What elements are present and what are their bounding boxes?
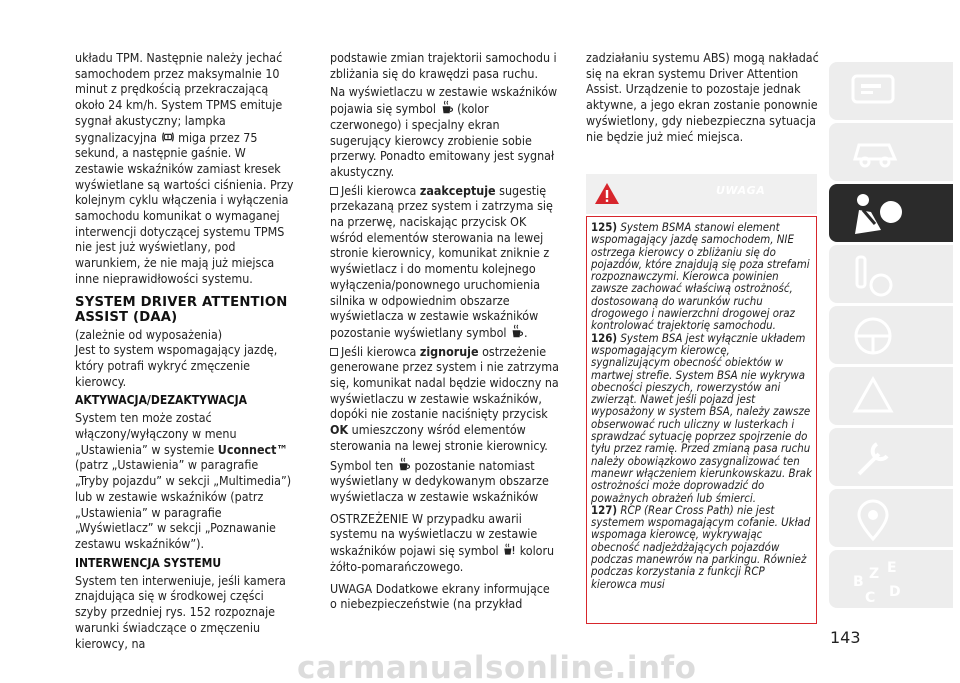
coffee-cup-warning-icon (502, 542, 516, 558)
tab-vehicle[interactable] (829, 123, 953, 181)
tab-starting[interactable] (829, 245, 953, 303)
paragraph: zadziałaniu systemu ABS) mogą nakładać się na ekran systemu Driver Attention Assist. Urządzenie to pozostaje jednak aktywne, a jego ekran zostanie ponownie wyświetlony, gdy niebezpieczna sytuacja nie będzie już mieć miejsca. (586, 50, 819, 144)
warning-header (586, 174, 817, 214)
location-pin-icon (849, 495, 899, 545)
warning-item: 127) RCP (Rear Cross Path) nie jest systemem wspomagającym cofanie. Układ wspomaga kierowcę, wykrywając obecność nadjeżdżających pojazdów podczas manewrów na parkingu. Również podczas korzystania z funkcji RCP kierowca musi (591, 502, 811, 591)
car-key-icon (849, 129, 909, 174)
tab-emergency[interactable] (829, 367, 953, 425)
text-column-3 (586, 50, 824, 147)
paragraph: podstawie zmian trajektorii samochodu i zbliżania się do krawędzi pasa ruchu. (330, 50, 557, 81)
bullet-square-icon (330, 348, 338, 356)
paragraph: System ten może zostać włączony/wyłączony w menu „Ustawienia” w systemie Uconnect™ (patrz „Ustawienia” w paragrafie „Tryby pojazdu” w sekcji „Multimedia”) lub w zestawie wskaźników (patrz „Ustawienia” w paragrafie „Wyświetlacz” w sekcji „Poznawanie zestawu wskaźników”). (75, 410, 292, 551)
paragraph: System ten interweniuje, jeśli kamera znajdująca się w środkowej części szyby przedniej rys. 152 rozpoznaje warunki świadczące o zmęczeniu kierowcy, na (75, 572, 286, 651)
text-column-1 (75, 50, 295, 654)
paragraph: (zależnie od wyposażenia) (75, 326, 223, 342)
svg-text:Z: Z (869, 566, 880, 582)
tab-multimedia[interactable] (829, 489, 953, 547)
warning-box (586, 174, 817, 624)
paragraph: Na wyświetlaczu w zestawie wskaźników pojawia się symbol (kolor czerwonego) i specjalny ekran sugerujący kierowcy zrobienie sobie przerwy. Ponadto emitowany jest sygnał akustyczny. (330, 84, 558, 179)
ignition-key-icon (849, 251, 899, 301)
warning-item: 125) System BSMA stanowi element wspomagający jazdę samochodem, NIE ostrzega kierowcy o zbliżaniu się do pojazdów, które znajdują się poza strefami rozpoznawczymi. Kierowca powinien zawsze zachować właściwą ostrożność, dostosowaną do warunków ruchu drogowego i nawierzchni drogowej oraz kontrolować trajektorię samochodu. (591, 220, 810, 333)
coffee-cup-icon (440, 100, 454, 116)
paragraph: Symbol ten pozostanie natomiast wyświetlany w dedykowanym obszarze wyświetlacza w zestawie wskaźników (330, 457, 549, 504)
paragraph: UWAGA Dodatkowe ekrany informujące o niebezpieczeństwie (na przykład (330, 580, 550, 612)
tab-safety[interactable] (829, 184, 953, 242)
tab-driving[interactable] (829, 306, 953, 364)
hazard-icon (849, 373, 899, 423)
watermark: carmanualsonline.info (297, 650, 697, 683)
svg-text:C: C (865, 590, 876, 606)
paragraph: OSTRZEŻENIE W przypadku awarii systemu na wyświetlaczu w zestawie wskaźników pojawi się symbol koloru żółto-pomarańczowego. (330, 510, 555, 574)
coffee-cup-icon (510, 324, 524, 340)
subsection-heading: INTERWENCJA SYSTEMU (75, 555, 222, 570)
paragraph: Jeśli kierowca zaakceptuje sugestię przekazaną przez system i zatrzyma się na przerwę, naciskając przycisk OK wśród elementów sterowania na lewej stronie kierownicy, komunikat zniknie z wyświetlacz i do momentu kolejnego wyłączenia/ponownego uruchomienia silnika w odpowiednim obszarze wyświetlacza w zestawie wskaźników pozostanie wyświetlany symbol . (330, 182, 553, 340)
tab-maintenance[interactable] (829, 428, 953, 486)
tpms-warning-icon (161, 129, 175, 145)
svg-text:B: B (853, 574, 864, 590)
warning-triangle-icon (594, 182, 620, 205)
tab-dashboard[interactable] (829, 62, 953, 120)
subsection-heading: AKTYWACJA/DEZAKTYWACJA (75, 393, 247, 408)
tab-index[interactable] (829, 550, 953, 608)
paragraph: Jeśli kierowca zignoruje ostrzeżenie generowane przez system i nie zatrzyma się, komunikat nadal będzie widoczny na wyświetlaczu w zestawie wskaźników, dopóki nie zostanie naciśnięty przycisk OK umieszczony wśród elementów sterowania na lewej stronie kierownicy. (330, 343, 559, 453)
paragraph: układu TPM. Następnie należy jechać samochodem przez maksymalnie 10 minut z prędkością przekraczającą około 24 km/h. System TPMS emituje sygnał akustyczny; lampka sygnalizacyjna miga przez 75 sekund, a następnie gaśnie. W zestawie wskaźników zamiast kresek wyświetlane są wartości ciśnienia. Przy kolejnym cyklu włączenia i wyłączenia samochodu komunikat o wymaganej interwencji dotyczącej systemu TPMS nie jest już wyświetlany, pod warunkiem, że nie mają już miejsca inne nieprawidłowości systemu. (75, 50, 294, 286)
warning-body (586, 216, 817, 624)
text-column-2 (330, 50, 560, 615)
warning-title: UWAGA (716, 184, 766, 197)
wrench-icon (849, 434, 899, 484)
airbag-seatbelt-icon (849, 190, 909, 240)
warning-item: 126) System BSA jest wyłącznie układem wspomagającym kierowcę, sygnalizującym obecność obiektów w martwej strefie. System BSA nie wykrywa obecności pieszych, rowerzystów ani zwierząt. Nawet jeśli pojazd jest wyposażony w system BSA, należy zawsze obserwować ruch uliczny w lusterkach i sprawdzać sytuację poprzez spojrzenie do tyłu przez ramię. Przed zmianą pasa ruchu należy obowiązkowo zasygnalizować ten manewr włączeniem kierunkowskazu. Brak ostrożności może doprowadzić do poważnych obrażeń lub śmierci. (591, 330, 812, 505)
alphabet-index-icon (849, 556, 909, 611)
bullet-square-icon (330, 187, 338, 195)
page-number: 143 (830, 628, 861, 647)
dashboard-icon (849, 68, 899, 113)
svg-text:E: E (887, 560, 897, 576)
paragraph: Jest to system wspomagający jazdę, który potrafi wykryć zmęczenie kierowcy. (75, 342, 278, 389)
section-heading: SYSTEM DRIVER ATTENTION ASSIST (DAA) (75, 294, 288, 325)
steering-wheel-icon (849, 312, 899, 362)
coffee-cup-icon (397, 457, 411, 473)
svg-text:D: D (889, 584, 901, 600)
